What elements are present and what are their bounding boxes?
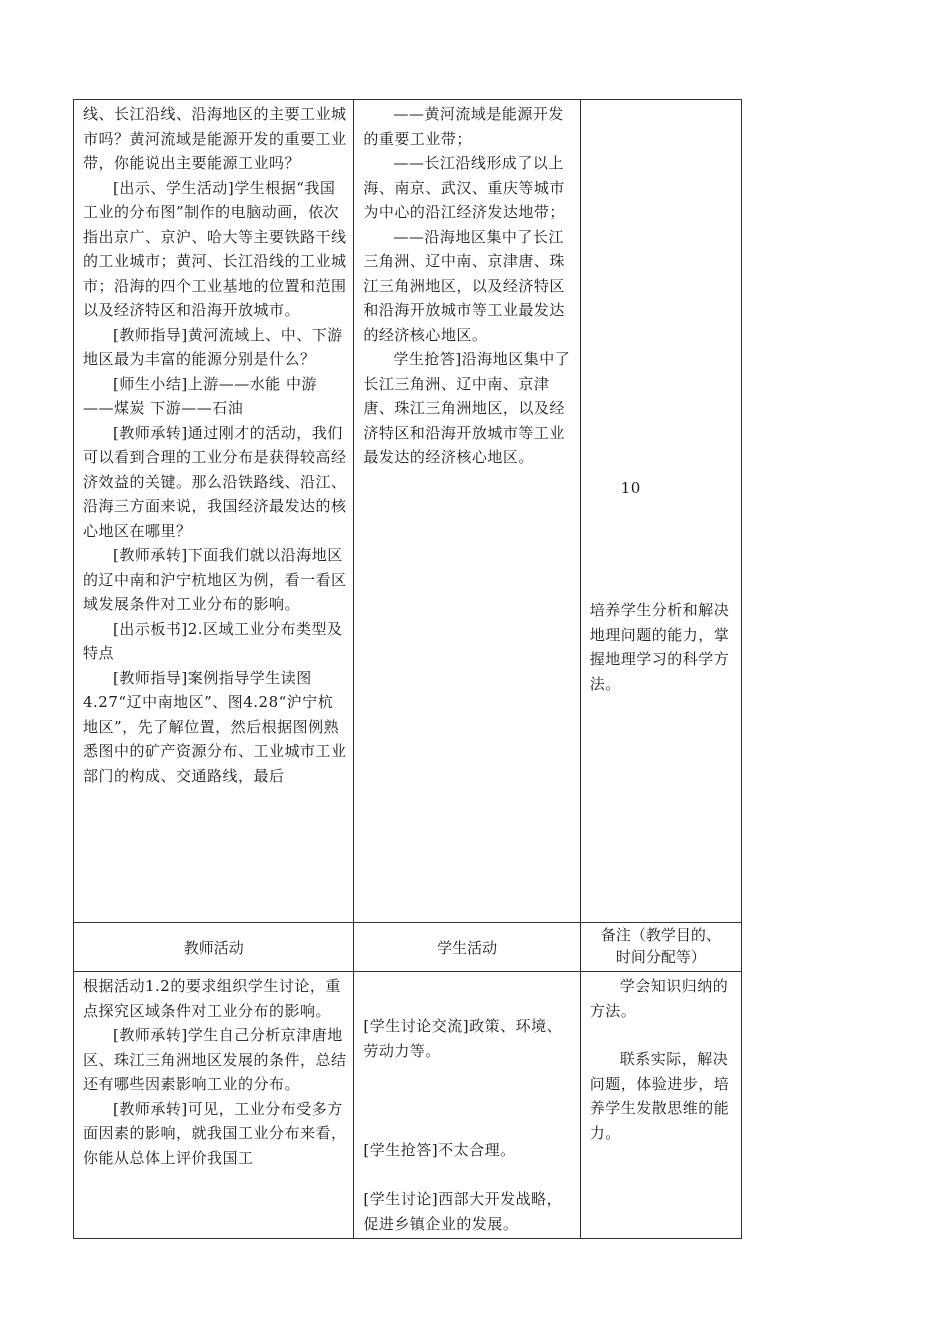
student-activity-text: [354, 100, 579, 922]
paragraph: [教师指导]案例指导学生读图4.27“辽中南地区”、图4.28“沪宁杭地区”，先了解位置，然后根据图例熟悉图中的矿产资源分布、工业城市工业部门的构成、交通路线，最后: [83, 668, 347, 785]
header-student-activity: 学生活动: [354, 923, 580, 972]
paragraph: [出示板书]2.区域工业分布类型及特点: [83, 619, 343, 662]
table-header-row: [74, 923, 742, 972]
student-answer: [学生抢答]不太合理。: [363, 1141, 516, 1159]
paragraph: [教师承转]下面我们就以沿海地区的辽中南和沪宁杭地区为例，看一看区域发展条件对工业分布的影响。: [83, 546, 347, 613]
header-remarks: [580, 923, 741, 972]
paragraph: [教师承转]可见，工业分布受多方面因素的影响，就我国工业分布来看，你能从总体上评价我国工: [83, 1099, 347, 1167]
paragraph: 根据活动1.2的要求组织学生讨论，重点探究区域条件对工业分布的影响。: [83, 977, 341, 1020]
paragraph: [出示、学生活动]学生根据“我国工业的分布图”制作的电脑动画，依次指出京广、京沪、哈大等主要铁路干线的工业城市；黄河、长江沿线的工业城市；沿海的四个工业基地的位置和范围以及经济特区和沿海开放城市。: [83, 178, 347, 319]
remarks-cell: [580, 972, 741, 1239]
teacher-activity-cell: [74, 972, 354, 1239]
teacher-activity-text: [74, 972, 353, 1238]
paragraph: ——黄河流域是能源开发的重要工业带；: [363, 105, 564, 148]
paragraph: ——沿海地区集中了长江三角洲、辽中南、京津唐、珠江三角洲地区，以及经济特区和沿海开放城市等工业最发达的经济核心地区。: [363, 227, 565, 344]
header-remarks-line1: 备注（教学目的、: [600, 927, 721, 944]
student-activity-cell: [354, 100, 580, 923]
teacher-activity-cell: [74, 100, 354, 923]
paragraph: [师生小结]上游——水能 中游——煤炭 下游——石油: [83, 374, 317, 417]
teaching-goal-note-2: 联系实际，解决问题，体验进步，培养学生发散思维的能力。: [589, 1050, 730, 1142]
paragraph: [教师指导]黄河流域上、中、下游地区最为丰富的能源分别是什么？: [83, 325, 343, 368]
time-allocation: 10: [620, 479, 641, 497]
lesson-plan-table: [73, 99, 742, 1239]
paragraph: [教师承转]通过刚才的活动，我们可以看到合理的工业分布是获得较高经济效益的关键。那么沿铁路线、沿江、沿海三方面来说，我国经济最发达的核心地区在哪里？: [83, 423, 347, 540]
student-discussion-2: [学生讨论]西部大开发战略，促进乡镇企业的发展。: [363, 1190, 563, 1233]
header-teacher-activity: 教师活动: [74, 923, 354, 972]
teaching-goal-note-1: 学会知识归纳的方法。: [589, 977, 729, 1020]
paragraph: 学生抢答]沿海地区集中了长江三角洲、辽中南、京津唐、珠江三角洲地区，以及经济特区和沿海开放城市等工业最发达的经济核心地区。: [363, 350, 571, 466]
content-row: [74, 972, 742, 1239]
header-remarks-line2: 时间分配等）: [615, 949, 706, 966]
paragraph: 线、长江沿线、沿海地区的主要工业城市吗？黄河流域是能源开发的重要工业带，你能说出主要能源工业吗？: [83, 105, 347, 172]
paragraph: ——长江沿线形成了以上海、南京、武汉、重庆等城市为中心的沿江经济发达地带；: [363, 154, 565, 221]
student-activity-cell: [354, 972, 580, 1239]
remarks-cell: [580, 100, 741, 923]
student-discussion: [学生讨论交流]政策、环境、劳动力等。: [363, 1017, 563, 1060]
teacher-activity-text: [74, 100, 353, 922]
continued-row: [74, 100, 742, 923]
teaching-goal-note: 培养学生分析和解决地理问题的能力，掌握地理学习的科学方法。: [589, 601, 730, 693]
paragraph: [教师承转]学生自己分析京津唐地区、珠江三角洲地区发展的条件，总结还有哪些因素影响工业的分布。: [83, 1026, 347, 1093]
